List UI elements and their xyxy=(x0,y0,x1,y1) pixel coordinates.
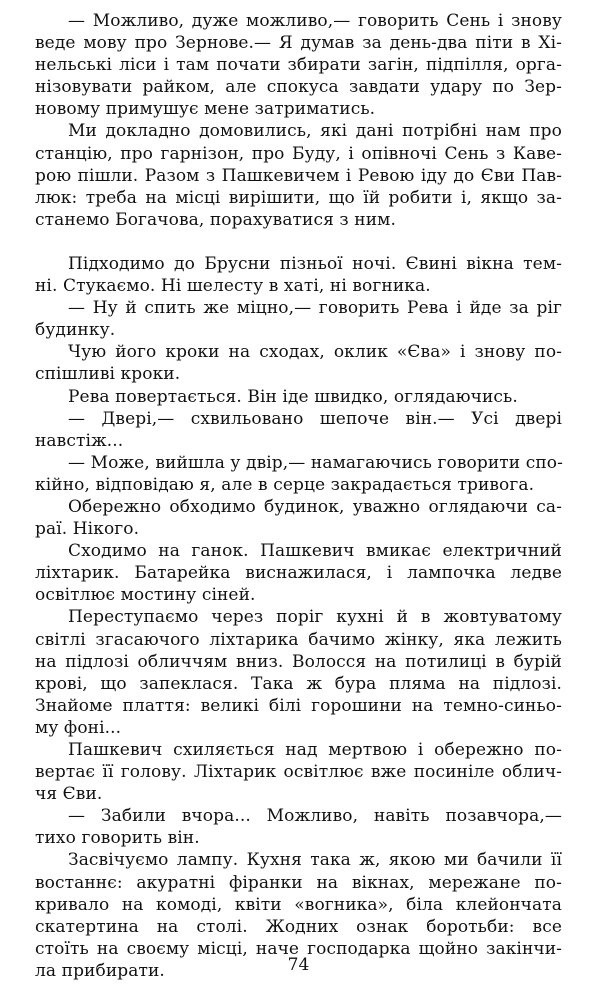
text-line: тихо говорить він. xyxy=(35,828,200,849)
text-line: кійно, відповідаю я, але в серце закрадається тривога. xyxy=(35,474,535,495)
text-line: станемо Богачова, порахуватися з ним. xyxy=(35,209,396,230)
text-line: му фоні... xyxy=(35,717,122,738)
text-line: на підлозі обличчям вниз. Волосся на потилиці в бурій xyxy=(35,651,562,672)
text-line: Сходимо на ганок. Пашкевич вмикає електричний xyxy=(68,541,562,562)
paragraph xyxy=(35,540,562,606)
text-line: освітлює мостину сіней. xyxy=(35,585,256,606)
text-line: Ми докладно домовились, які дані потрібні нам про xyxy=(68,121,562,142)
body-text xyxy=(35,10,562,982)
text-line: Переступаємо через поріг кухні й в жовтуватому xyxy=(68,607,562,628)
text-line: Рева повертається. Він іде швидко, оглядаючись. xyxy=(68,386,518,407)
paragraph xyxy=(35,253,562,297)
text-line: крові, що запеклася. Така ж бура пляма на підлозі. xyxy=(35,673,562,694)
text-line: рою пішли. Разом з Пашкевичем і Ревою іду до Єви Пав- xyxy=(35,165,562,186)
text-line: ла прибирати. xyxy=(35,960,165,981)
text-line: — Двері,— схвильовано шепоче він.— Усі двері xyxy=(68,408,562,429)
paragraph xyxy=(35,606,562,739)
text-line: Чую його кроки на сходах, оклик «Єва» і знову по- xyxy=(68,342,562,363)
text-line: раї. Нікого. xyxy=(35,519,140,540)
paragraph xyxy=(35,341,562,385)
text-line: Обережно обходимо будинок, уважно оглядаючи са- xyxy=(68,496,562,517)
paragraph xyxy=(35,120,562,230)
text-line: вертає її голову. Ліхтарик освітлює вже посиніле облич- xyxy=(35,762,562,783)
text-line: Підходимо до Брусни пізньої ночі. Євині вікна тем- xyxy=(68,253,562,274)
text-line: нізовувати райком, але спокуса завдати удару по Зер- xyxy=(35,77,562,98)
paragraph xyxy=(35,739,562,805)
text-line: нельські ліси і там почати збирати загін, підпілля, орга- xyxy=(35,55,562,76)
text-line: Знайоме плаття: великі білі горошини на темно-синьо- xyxy=(35,695,562,716)
text-line: люк: треба на місці вирішити, що їй робити і, якщо за- xyxy=(35,187,562,208)
text-line: ліхтарик. Батарейка виснажилася, і лампочка ледве xyxy=(35,563,562,584)
paragraph xyxy=(35,297,562,341)
text-line: стоїть на своєму місці, наче господарка щойно закінчи- xyxy=(35,938,562,959)
text-line: світлі згасаючого ліхтарика бачимо жінку, яка лежить xyxy=(35,629,562,650)
text-line: веде мову про Зернове.— Я думав за день-два піти в Хі- xyxy=(35,33,562,54)
text-line: будинку. xyxy=(35,320,116,341)
page-number: 74 xyxy=(287,955,310,975)
text-line: — Ну й спить же міцно,— говорить Рева і йде за ріг xyxy=(68,298,562,319)
paragraph xyxy=(35,805,562,849)
paragraph xyxy=(35,386,562,408)
text-line: скатертина на столі. Жодних ознак боротьби: все xyxy=(35,916,562,937)
section-break xyxy=(35,231,562,253)
paragraph xyxy=(35,408,562,452)
text-line: Засвічуємо лампу. Кухня така ж, якою ми бачили її xyxy=(68,850,562,871)
text-line: чя Єви. xyxy=(35,784,103,805)
text-line: ні. Стукаємо. Ні шелесту в хаті, ні вогника. xyxy=(35,276,431,297)
text-line: спішливі кроки. xyxy=(35,364,181,385)
text-line: — Можливо, дуже можливо,— говорить Сень і знову xyxy=(68,11,562,31)
paragraph xyxy=(35,496,562,540)
paragraph xyxy=(35,452,562,496)
text-line: Пашкевич схиляється над мертвою і обережно по- xyxy=(68,740,562,760)
text-line: станцію, про гарнізон, про Буду, і опівночі Сень з Каве- xyxy=(35,143,562,164)
paragraph xyxy=(35,10,562,120)
text-line: кривало на комоді, квіти «вогника», біла клейончата xyxy=(35,894,562,915)
text-line: новому примушує мене затриматись. xyxy=(35,99,376,120)
text-line: востаннє: акуратні фіранки на вікнах, мережане по- xyxy=(35,872,562,893)
text-line: — Може, вийшла у двір,— намагаючись говорити спо- xyxy=(68,452,563,473)
text-line: — Забили вчора... Можливо, навіть позавчора,— xyxy=(68,806,562,827)
text-line: навстіж... xyxy=(35,430,124,451)
